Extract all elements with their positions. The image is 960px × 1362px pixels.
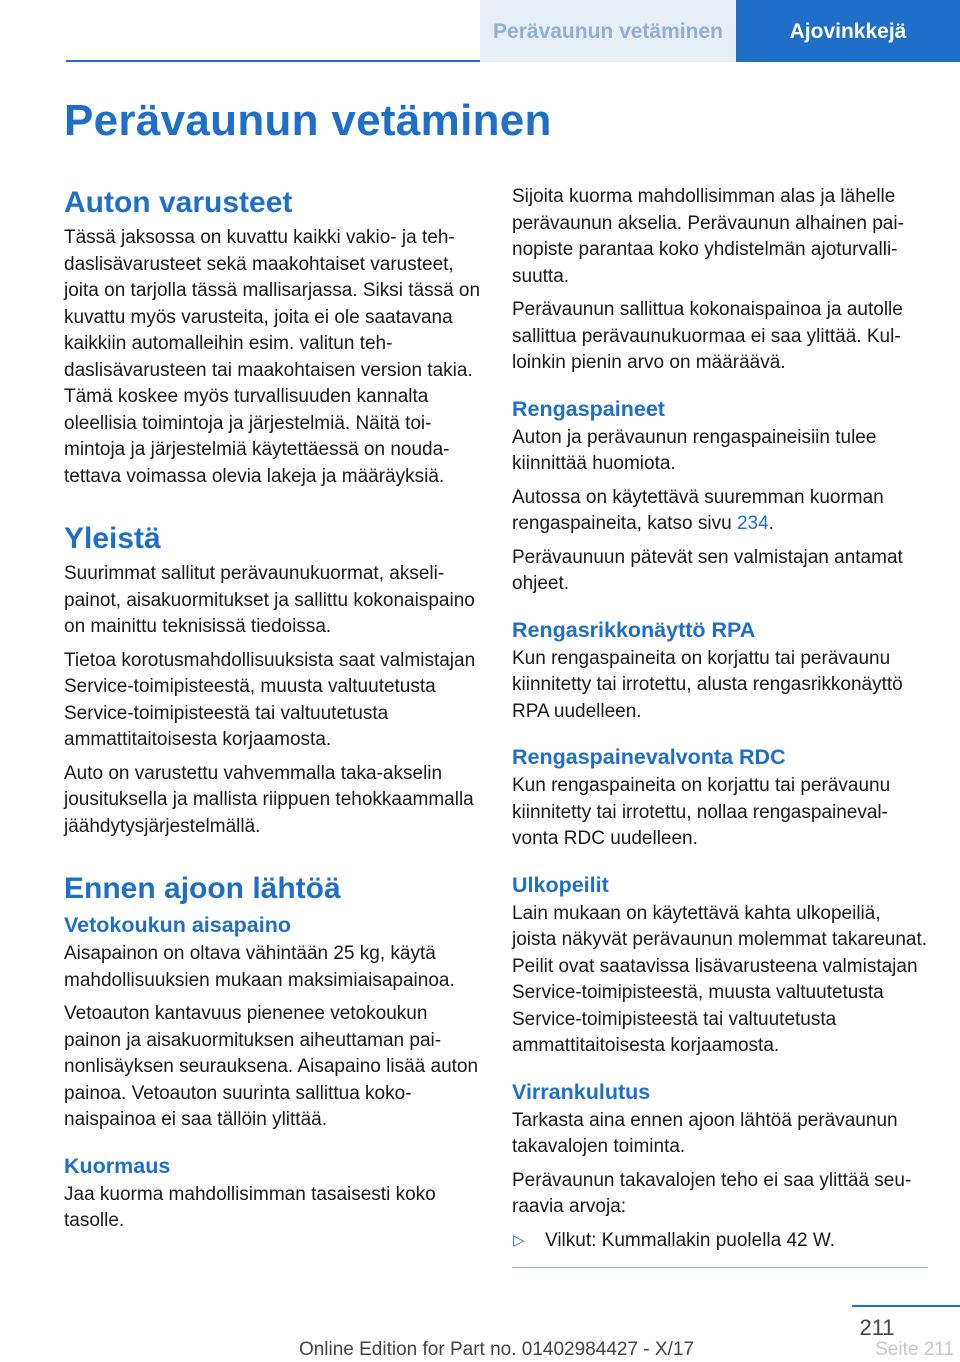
- tyre-paragraph-2-end: .: [768, 513, 774, 534]
- equipment-paragraph: Tässä jaksossa on kuvattu kaikki vakio- ja tehdaslisävarusteet sekä maakohtaiset varusteet, joita on tarjolla tässä mallisarjassa. Siksi tässä on kuvattu myös varusteita, joita ei ole saatavana kaikkiin automalleihin esim. valitun tehdaslisävarusteen tai maakohtaisen version takia. Tämä koskee myös turvallisuuden kannalta oleellisia toimintoja ja järjestelmiä. Näitä toimintoja ja järjestelmiä käytettäessä on noudatettava voimassa olevia lakeja ja määräyksiä.: [64, 227, 481, 487]
- page-reference-link[interactable]: 234: [736, 513, 769, 534]
- page-number: 211: [859, 1315, 895, 1340]
- loading-paragraph-2: Sijoita kuorma mahdollisimman alas ja lähelle perävaunun akselia. Perävaunun alhainen painopiste parantaa koko yhdistelmän ajoturvallisuutta.: [512, 186, 904, 287]
- list-divider: [512, 1267, 928, 1268]
- loading-paragraph-1: Jaa kuorma mahdollisimman tasaisesti koko tasolle.: [64, 1183, 436, 1231]
- header-chapter-tab: Ajovinkkejä: [736, 0, 960, 62]
- before-driving-heading: Ennen ajoon lähtöä: [64, 872, 341, 905]
- list-item: [512, 1228, 928, 1255]
- power-paragraph-1: Tarkasta aina ennen ajoon lähtöä perävaunun takavalojen toiminta.: [512, 1109, 898, 1157]
- rdc-heading: Rengaspainevalvonta RDC: [512, 745, 786, 769]
- general-heading: Yleistä: [64, 522, 161, 555]
- tyre-paragraph-2: [512, 485, 928, 538]
- rdc-paragraph: Kun rengaspaineita on korjattu tai perävaunu kiinnitetty tai irrotettu, nollaa rengaspainevalvonta RDC uudelleen.: [512, 775, 891, 849]
- equipment-heading: Auton varusteet: [64, 186, 293, 219]
- rpa-heading: Rengasrikkonäyttö RPA: [512, 617, 756, 642]
- loading-heading: Kuormaus: [64, 1153, 171, 1178]
- list-item-text: Vilkut: Kummallakin puolella 42 W.: [545, 1229, 836, 1251]
- footer-rule: [852, 1305, 960, 1307]
- power-consumption-heading: Virrankulutus: [512, 1079, 651, 1104]
- page-title: Perävaunun vetäminen: [64, 96, 552, 145]
- drawbar-paragraph-2: Vetoauton kantavuus pienenee vetokoukun painon ja aisakuormituksen aiheuttaman painonlisäyksen seurauksena. Aisapaino lisää auton painoa. Vetoauton suurinta sallittua kokonaispainoa ei saa tällöin ylittää.: [64, 1003, 479, 1130]
- mirrors-paragraph: Lain mukaan on käytettävä kahta ulkopeiliä, joista näkyvät perävaunun molemmat takareunat. Peilit ovat saatavissa lisävarusteena valmistajan Service-toimipisteestä, muusta valtuutetusta Service-toimipisteestä tai valtuutetusta ammattitaitoisesta korjaamosta.: [512, 902, 928, 1056]
- tyre-pressure-heading: Rengaspaineet: [512, 396, 665, 421]
- general-paragraph-3: Auto on varustettu vahvemmalla taka-akselin jousituksella ja mallista riippuen tehokkaammalla jäähdytysjärjestelmällä.: [64, 762, 474, 837]
- drawbar-paragraph-1: Aisapainon on oltava vähintään 25 kg, käytä mahdollisuuksien mukaan maksimiaisapainoa.: [64, 943, 455, 991]
- loading-paragraph-3: Perävaunun sallittua kokonaispainoa ja autolle sallittua perävaunukuormaa ei saa ylittää. Kulloinkin pienin arvo on määräävä.: [512, 299, 903, 373]
- triangle-bullet-icon: ▷: [513, 1231, 525, 1249]
- watermark: Seite 211: [875, 1339, 954, 1360]
- tyre-paragraph-2-text: Autossa on käytettävä suuremman kuorman rengaspaineita, katso sivu: [512, 486, 884, 534]
- drawbar-load-heading: Vetokoukun aisapaino: [64, 913, 291, 937]
- tyre-paragraph-3: Perävaunuun pätevät sen valmistajan antamat ohjeet.: [512, 546, 903, 594]
- left-column: [64, 184, 484, 1242]
- mirrors-heading: Ulkopeilit: [512, 872, 609, 897]
- rpa-paragraph: Kun rengaspaineita on korjattu tai perävaunu kiinnitetty tai irrotettu, alusta rengasrikkonäyttö RPA uudelleen.: [512, 647, 903, 722]
- edition-note: Online Edition for Part no. 01402984427 - X/17: [298, 1339, 694, 1360]
- general-paragraph-2: Tietoa korotusmahdollisuuksista saat valmistajan Service-toimipisteestä, muusta valtuutetusta Service-toimipisteestä tai valtuutetusta ammattitaitoisesta korjaamosta.: [64, 649, 476, 750]
- tyre-paragraph-1: Auton ja perävaunun rengaspaineisiin tulee kiinnittää huomiota.: [512, 426, 877, 474]
- right-column: [512, 184, 928, 1254]
- header-section-title: Perävaunun vetäminen: [480, 0, 736, 62]
- general-paragraph-1: Suurimmat sallitut perävaunukuormat, akselipainot, aisakuormitukset ja sallittu kokonaispaino on mainittu teknisissä tiedoissa.: [64, 563, 475, 637]
- power-paragraph-2: Perävaunun takavalojen teho ei saa ylittää seuraavia arvoja:: [512, 1169, 912, 1217]
